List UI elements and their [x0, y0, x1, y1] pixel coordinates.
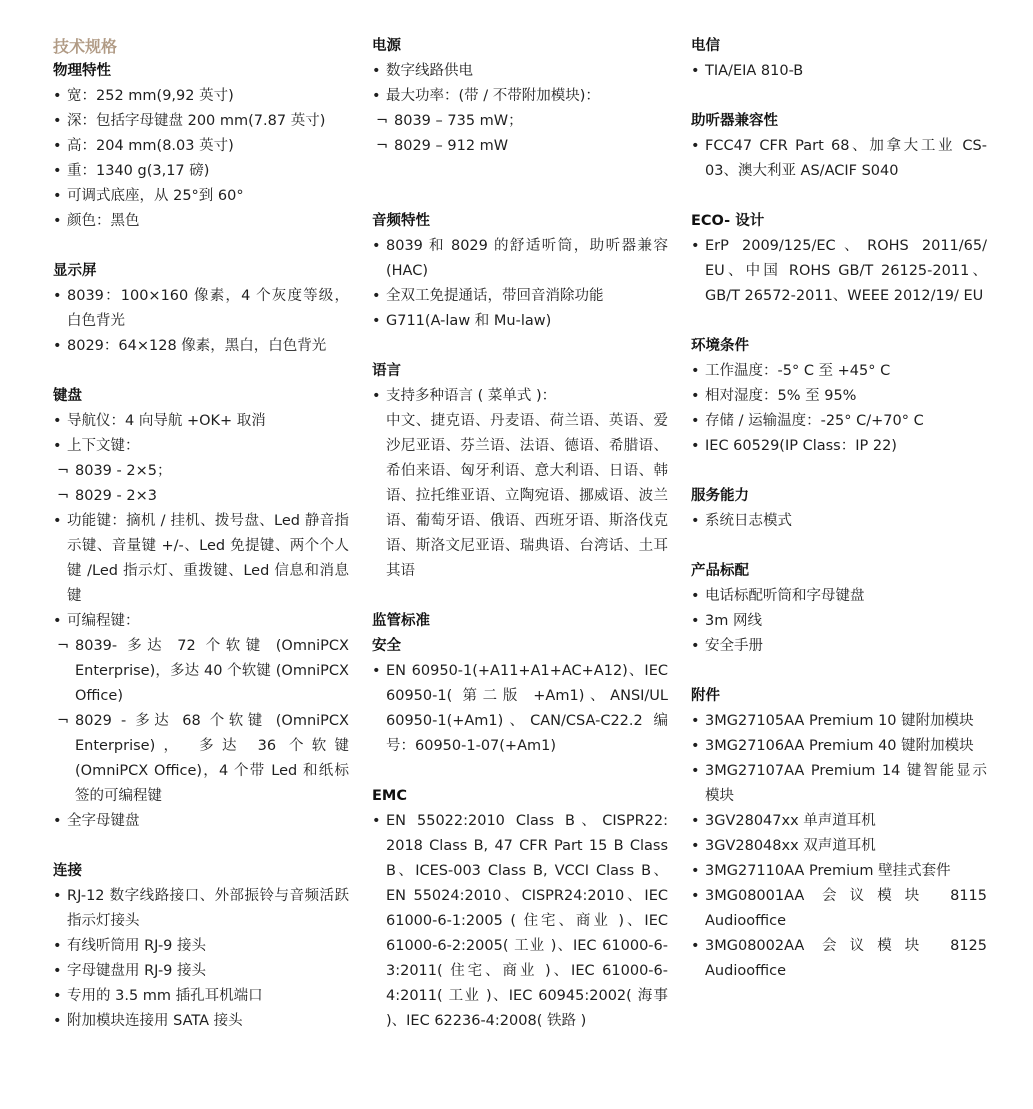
list-item: • 上下文键：	[53, 434, 349, 459]
section-title: 环境条件	[691, 338, 749, 354]
section-power	[372, 34, 668, 159]
section-physical	[53, 59, 349, 234]
list-item: • 数字线路供电	[372, 59, 668, 84]
list-item: • 3MG27107AA Premium 14 键智能显示模块	[691, 759, 987, 809]
list-item: • 深：包括字母键盘 200 mm(7.87 英寸)	[53, 109, 349, 134]
list-item: • 最大功率：(带 / 不带附加模块)：	[372, 84, 668, 109]
column-1	[53, 34, 349, 1059]
list-item: • 系统日志模式	[691, 509, 987, 534]
section-subtitle: 安全	[372, 638, 401, 654]
list-item: • 功能键：摘机 / 挂机、拨号盘、Led 静音指示键、音量键 +/-、Led 免提键、两个个人键 /Led 指示灯、重拨键、Led 信息和消息键	[53, 509, 349, 609]
list-item: • 重：1340 g(3,17 磅)	[53, 159, 349, 184]
section-connection	[53, 859, 349, 1034]
sub-list-item: ¬ 8039 – 735 mW；	[376, 109, 668, 134]
list-item: • 全双工免提通话，带回音消除功能	[372, 284, 668, 309]
section-title: 电信	[691, 38, 720, 54]
list-item: • 3MG08002AA 会议模块 8125 Audiooffice	[691, 934, 987, 984]
list-item: • 8039 和 8029 的舒适听筒，助听器兼容 (HAC)	[372, 234, 668, 284]
list-item: • 3MG27105AA Premium 10 键附加模块	[691, 709, 987, 734]
list-item: • 8039：100×160 像素，4 个灰度等级，白色背光	[53, 284, 349, 334]
section-title: 语言	[372, 363, 401, 379]
list-item: • G711(A-law 和 Mu-law)	[372, 309, 668, 334]
list-item: • 字母键盘用 RJ-9 接头	[53, 959, 349, 984]
list-item: • 3GV28048xx 双声道耳机	[691, 834, 987, 859]
column-2	[372, 34, 668, 1059]
section-audio	[372, 209, 668, 334]
section-title: 附件	[691, 688, 720, 704]
document-title: 技术规格	[53, 37, 118, 56]
list-item: • 3GV28047xx 单声道耳机	[691, 809, 987, 834]
section-title: EMC	[372, 788, 407, 804]
list-item: • 附加模块连接用 SATA 接头	[53, 1009, 349, 1034]
section-title: 产品标配	[691, 563, 749, 579]
section-title: 键盘	[53, 388, 82, 404]
section-title: 助听器兼容性	[691, 113, 778, 129]
list-item: • 8029：64×128 像素，黑白，白色背光	[53, 334, 349, 359]
list-item: • 相对湿度：5% 至 95%	[691, 384, 987, 409]
section-display	[53, 259, 349, 359]
list-item: • 3MG27106AA Premium 40 键附加模块	[691, 734, 987, 759]
list-item: • 高：204 mm(8.03 英寸)	[53, 134, 349, 159]
list-item: • 支持多种语言 ( 菜单式 )：	[372, 384, 668, 409]
section-title: 物理特性	[53, 63, 111, 79]
section-title: 音频特性	[372, 213, 430, 229]
list-item: • EN 60950-1(+A11+A1+AC+A12)、IEC 60950-1( 第二版 +Am1)、ANSI/UL 60950-1(+Am1)、CAN/CSA-C22.2 编号：60950-1-07(+Am1)	[372, 659, 668, 759]
list-item: • EN 55022:2010 Class B、CISPR22: 2018 Class B, 47 CFR Part 15 B Class B、ICES-003 Class B, VCCI Class B、EN 55024:2010、CISPR24:2010、IEC 61000-6-1:2005 ( 住宅、商业 )、IEC 61000-6-2:2005( 工业 )、IEC 61000-6-3:2011( 住宅、商业 )、IEC 61000-6-4:2011( 工业 )、IEC 60945:2002( 海事 )、IEC 62236-4:2008( 铁路 )	[372, 809, 668, 1034]
list-item: • RJ-12 数字线路接口、外部振铃与音频活跃指示灯接头	[53, 884, 349, 934]
list-item: • IEC 60529(IP Class：IP 22)	[691, 434, 987, 459]
section-regulatory	[372, 609, 668, 759]
sub-list-item: ¬ 8039- 多达 72 个软键 (OmniPCX Enterprise)，多达 40 个软键 (OmniPCX Office)	[57, 634, 349, 709]
list-item: • 存储 / 运输温度：-25° C/+70° C	[691, 409, 987, 434]
list-item: • 安全手册	[691, 634, 987, 659]
sub-list-item: ¬ 8029 – 912 mW	[376, 134, 668, 159]
section-standard-package	[691, 559, 987, 659]
section-hearing-aid	[691, 109, 987, 184]
list-item: • 颜色：黑色	[53, 209, 349, 234]
section-title: 显示屏	[53, 263, 97, 279]
section-title: 服务能力	[691, 488, 749, 504]
spacer	[372, 184, 668, 209]
list-item: • 导航仪：4 向导航 +OK+ 取消	[53, 409, 349, 434]
list-item: • ErP 2009/125/EC、ROHS 2011/65/ EU、中国 ROHS GB/T 26125-2011、GB/T 26572-2011、WEEE 2012/19/ EU	[691, 234, 987, 309]
section-emc	[372, 784, 668, 1034]
section-title: 监管标准	[372, 613, 430, 629]
section-title: 连接	[53, 863, 82, 879]
list-item: • 可编程键：	[53, 609, 349, 634]
list-item: • 全字母键盘	[53, 809, 349, 834]
list-item: • 电话标配听筒和字母键盘	[691, 584, 987, 609]
section-keyboard	[53, 384, 349, 834]
sub-list-item: ¬ 8029 - 2×3	[57, 484, 349, 509]
section-serviceability	[691, 484, 987, 534]
list-item: • 可调式底座，从 25°到 60°	[53, 184, 349, 209]
section-telecom	[691, 34, 987, 84]
section-title: ECO- 设计	[691, 213, 765, 229]
sub-list-item: ¬ 8029 - 多达 68 个软键 (OmniPCX Enterprise)， 多达 36 个软键 (OmniPCX Office)，4 个带 Led 和纸标签的可编程键	[57, 709, 349, 809]
section-accessories	[691, 684, 987, 984]
section-eco-design	[691, 209, 987, 309]
list-item: • 宽：252 mm(9,92 英寸)	[53, 84, 349, 109]
section-title: 电源	[372, 38, 401, 54]
list-item: • 3MG08001AA 会议模块 8115 Audiooffice	[691, 884, 987, 934]
list-item: • TIA/EIA 810-B	[691, 59, 987, 84]
section-language	[372, 359, 668, 584]
list-item: • 工作温度：-5° C 至 +45° C	[691, 359, 987, 384]
list-item: • 专用的 3.5 mm 插孔耳机端口	[53, 984, 349, 1009]
section-environment	[691, 334, 987, 459]
sub-list-item: ¬ 8039 - 2×5；	[57, 459, 349, 484]
list-item: • 3MG27110AA Premium 壁挂式套件	[691, 859, 987, 884]
language-list: 中文、捷克语、丹麦语、荷兰语、英语、爱沙尼亚语、芬兰语、法语、德语、希腊语、希伯来语、匈牙利语、意大利语、日语、韩语、拉托维亚语、立陶宛语、挪威语、波兰语、葡萄牙语、俄语、西班牙语、斯洛伐克语、斯洛文尼亚语、瑞典语、台湾话、土耳其语	[386, 413, 668, 579]
list-item: • FCC47 CFR Part 68、加拿大工业 CS-03、澳大利亚 AS/ACIF S040	[691, 134, 987, 184]
column-3	[691, 34, 987, 984]
list-item: • 有线听筒用 RJ-9 接头	[53, 934, 349, 959]
list-item: • 3m 网线	[691, 609, 987, 634]
